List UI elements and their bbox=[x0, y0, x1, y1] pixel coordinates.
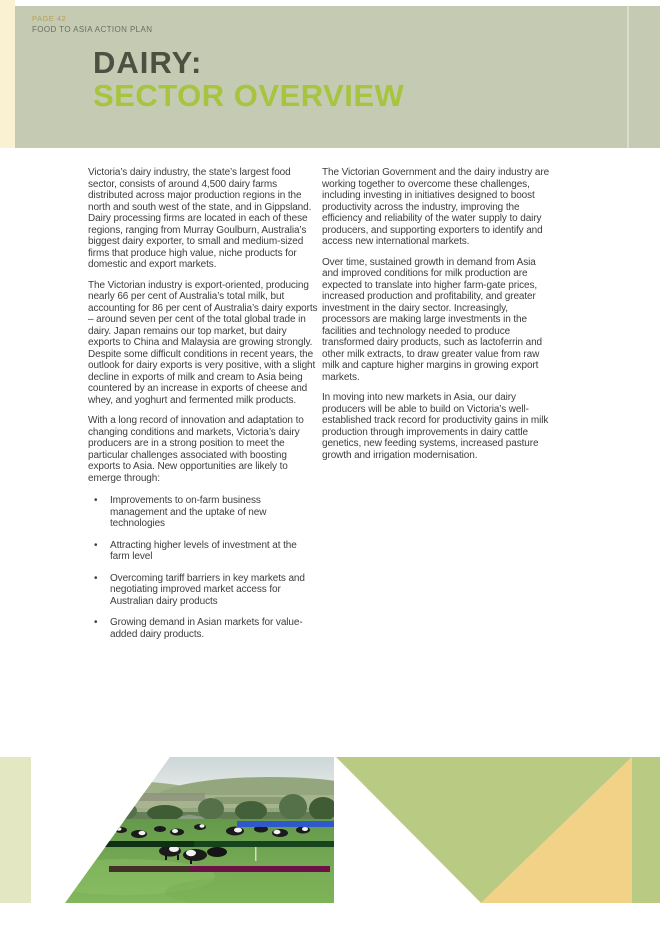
title-dairy: DAIRY: bbox=[93, 45, 203, 80]
pasture-photo bbox=[65, 757, 334, 903]
bullet-text: Improvements to on-farm business management and the uptake of new technologies bbox=[110, 495, 267, 529]
right-column bbox=[322, 167, 554, 470]
page-title bbox=[93, 46, 404, 112]
page-number-label: PAGE 42 bbox=[32, 14, 67, 23]
bullet-item bbox=[88, 617, 318, 640]
bullet-marker: • bbox=[94, 617, 98, 628]
bullet-item bbox=[88, 495, 318, 530]
body-paragraph: The Victorian Government and the dairy industry are working together to overcome these challenges, including investing in initiatives designed to boost productivity across the industry, improving the efficiency and reliability of the water supply to dairy producers, and supporting exporters to identify and access new international markets. bbox=[322, 167, 550, 247]
body-paragraph: Over time, sustained growth in demand from Asia and improved conditions for milk production are expected to translate into higher farm-gate prices, increased production and profitability, and greater investment in the dairy sector. Increasingly, processors are making large investments in the facilities and technology needed to produce transformed dairy products, such as lactoferrin and other milk extracts, to draw greater value from raw milk and capture higher margins in growing export markets. bbox=[322, 256, 543, 383]
bullet-marker: • bbox=[94, 495, 98, 506]
bullet-marker: • bbox=[94, 572, 98, 584]
footer-left-strip bbox=[0, 757, 31, 903]
bullet-item bbox=[88, 540, 318, 563]
bullet-text: Overcoming tariff barriers in key markets and negotiating improved market access for Australian dairy products bbox=[110, 572, 305, 607]
footer-right-strip bbox=[632, 757, 660, 903]
body-paragraph: The Victorian industry is export-oriented, producing nearly 66 per cent of Australia’s total milk, but accounting for 86 per cent of Australia’s dairy exports – around seven per cent of the total global trade in dairy. Japan remains our top market, but dairy exports to China and Malaysia are growing strongly. Despite some difficult conditions in recent years, the outlook for dairy exports is very positive, with a slight decline in exports of milk and cream to Asia being countered by an increase in exports of cheese and whey, and yoghurt and fermented milk products. bbox=[88, 279, 318, 406]
left-accent-strip bbox=[0, 0, 15, 148]
pasture-photo-art bbox=[65, 757, 334, 903]
title-sector-overview: SECTOR OVERVIEW bbox=[93, 78, 405, 113]
bullet-item bbox=[88, 573, 318, 608]
body-paragraph: With a long record of innovation and adaptation to changing conditions and markets, Victoria’s dairy producers are in a strong position to meet the particular challenges associated with boosting exports to Asia. New opportunities are likely to emerge through: bbox=[88, 415, 304, 484]
photo-stripe-blue bbox=[237, 821, 334, 827]
header-fold-seam bbox=[627, 6, 629, 148]
body-paragraph: In moving into new markets in Asia, our dairy producers will be able to build on Victoria’s well-established track record for productivity gains in milk production through improvements in dairy cattle genetics, new feeding systems, increased pasture growth and irrigation modernisation. bbox=[322, 392, 549, 461]
plan-title-label: FOOD TO ASIA ACTION PLAN bbox=[32, 25, 153, 34]
left-column bbox=[88, 167, 318, 650]
opportunities-list bbox=[88, 495, 318, 640]
body-paragraph: Victoria’s dairy industry, the state’s largest food sector, consists of around 4,500 dairy farms distributed across major production regions in the north and south west of the state, and in Gippsland. Dairy processing firms are located in each of these regions, ranging from Murray Goulburn, Australia’s biggest dairy exporter, to small and medium-sized firms that produce high value, niche products for domestic and export markets. bbox=[88, 167, 312, 270]
bullet-text: Growing demand in Asian markets for value-added dairy products. bbox=[110, 617, 303, 640]
header-band bbox=[15, 6, 660, 148]
bullet-marker: • bbox=[94, 539, 98, 551]
bullet-text: Attracting higher levels of investment at the farm level bbox=[110, 539, 297, 562]
